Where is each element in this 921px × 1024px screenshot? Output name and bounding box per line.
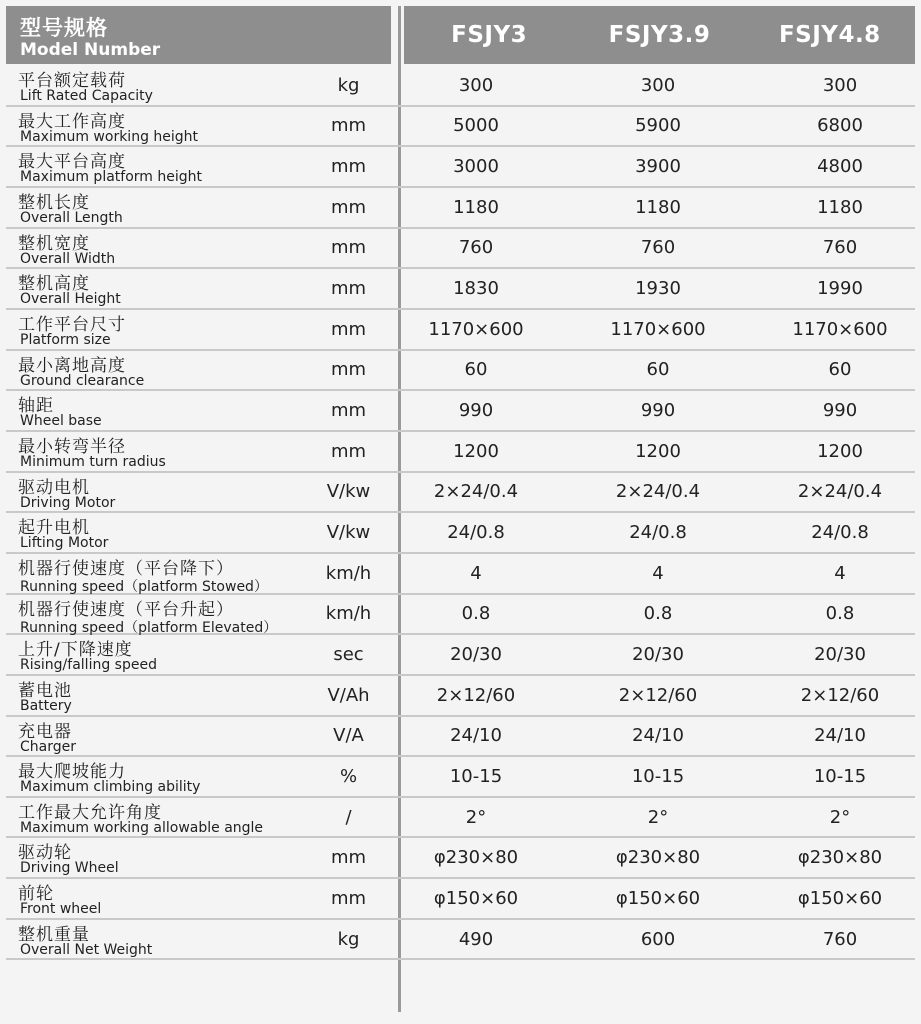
spec-value-fsjy4-8: 760 <box>822 928 858 950</box>
spec-label-en: Front wheel <box>20 901 102 918</box>
spec-value-fsjy3-9: 600 <box>640 928 676 950</box>
table-row <box>6 310 915 351</box>
spec-unit: % <box>339 765 358 787</box>
spec-value-fsjy3-9: 2×12/60 <box>618 684 698 706</box>
spec-value-fsjy3-9: 300 <box>640 74 676 96</box>
spec-value-fsjy3: 1830 <box>453 278 499 300</box>
table-row <box>6 147 915 188</box>
spec-value-fsjy3: 1200 <box>453 440 499 462</box>
spec-value-fsjy4-8: 300 <box>822 74 858 96</box>
spec-label-zh: 整机长度 <box>18 192 90 213</box>
spec-value-fsjy3: 20/30 <box>450 644 502 666</box>
spec-value-fsjy3-9: 760 <box>640 237 676 259</box>
spec-value-fsjy4-8: 4 <box>834 562 846 584</box>
spec-value-fsjy3-9: 5900 <box>635 115 681 137</box>
spec-unit: mm <box>330 156 367 178</box>
spec-value-fsjy3-9: 990 <box>640 400 676 422</box>
spec-value-fsjy4-8: 1200 <box>817 440 863 462</box>
spec-unit: mm <box>330 318 367 340</box>
table-row <box>6 595 915 636</box>
spec-value-fsjy3: 2° <box>465 806 487 828</box>
spec-value-fsjy3: 10-15 <box>449 765 503 787</box>
spec-value-fsjy3-9: 60 <box>646 359 670 381</box>
spec-value-fsjy3-9: 0.8 <box>643 603 673 625</box>
spec-label-zh: 最小离地高度 <box>18 355 126 376</box>
spec-value-fsjy3-9: 1200 <box>635 440 681 462</box>
spec-unit: V/Ah <box>327 684 370 706</box>
spec-unit: sec <box>333 644 364 666</box>
spec-label-zh: 轴距 <box>18 396 54 417</box>
spec-label-zh: 起升电机 <box>18 518 90 539</box>
spec-unit: km/h <box>325 603 372 625</box>
spec-label-en: Driving Motor <box>20 494 116 511</box>
spec-unit: V/kw <box>326 522 371 544</box>
spec-unit: mm <box>330 196 367 218</box>
spec-value-fsjy3: 24/0.8 <box>447 522 505 544</box>
model-number-label-en: Model Number <box>20 40 161 60</box>
spec-label-en: Overall Net Weight <box>20 941 153 958</box>
spec-value-fsjy3: 2×12/60 <box>436 684 516 706</box>
spec-value-fsjy4-8: 0.8 <box>825 603 855 625</box>
spec-value-fsjy3-9: φ230×80 <box>615 847 701 869</box>
spec-value-fsjy3: φ150×60 <box>433 887 519 909</box>
table-row <box>6 717 915 758</box>
spec-value-fsjy4-8: φ230×80 <box>797 847 883 869</box>
spec-unit: mm <box>330 278 367 300</box>
table-row <box>6 635 915 676</box>
spec-value-fsjy3-9: 20/30 <box>632 644 684 666</box>
spec-label-en: Rising/falling speed <box>20 657 157 674</box>
spec-label-en: Running speed（platform Elevated） <box>20 619 278 636</box>
spec-value-fsjy3: 24/10 <box>450 725 502 747</box>
spec-value-fsjy3: 300 <box>458 74 494 96</box>
spec-value-fsjy4-8: 2×24/0.4 <box>797 481 883 503</box>
table-row <box>6 351 915 392</box>
table-row <box>6 391 915 432</box>
table-row <box>6 188 915 229</box>
spec-unit: mm <box>330 237 367 259</box>
table-row <box>6 432 915 473</box>
spec-label-en: Charger <box>20 738 76 755</box>
spec-value-fsjy3: 760 <box>458 237 494 259</box>
spec-value-fsjy4-8: 24/0.8 <box>811 522 869 544</box>
spec-label-en: Overall Height <box>20 291 121 308</box>
spec-value-fsjy3: 4 <box>470 562 482 584</box>
spec-value-fsjy3: 3000 <box>453 156 499 178</box>
spec-value-fsjy4-8: 990 <box>822 400 858 422</box>
spec-unit: mm <box>330 440 367 462</box>
model-number-header <box>6 6 391 64</box>
table-row <box>6 107 915 148</box>
spec-value-fsjy3: φ230×80 <box>433 847 519 869</box>
spec-value-fsjy3-9: 1170×600 <box>610 318 706 340</box>
spec-unit: kg <box>337 928 360 950</box>
spec-label-zh: 机器行使速度（平台升起） <box>18 599 234 620</box>
spec-label-zh: 驱动轮 <box>18 843 72 864</box>
spec-value-fsjy4-8: 6800 <box>817 115 863 137</box>
model-number-label-zh: 型号规格 <box>20 16 108 40</box>
spec-value-fsjy3: 1180 <box>453 196 499 218</box>
spec-value-fsjy3: 5000 <box>453 115 499 137</box>
spec-table-body <box>6 66 915 960</box>
spec-label-zh: 最大工作高度 <box>18 111 126 132</box>
table-row <box>6 757 915 798</box>
spec-label-en: Lifting Motor <box>20 535 109 552</box>
spec-value-fsjy4-8: 1180 <box>817 196 863 218</box>
table-row <box>6 676 915 717</box>
spec-unit: V/kw <box>326 481 371 503</box>
spec-value-fsjy4-8: 760 <box>822 237 858 259</box>
spec-value-fsjy3-9: 2×24/0.4 <box>615 481 701 503</box>
model-fsjy4-8: FSJY4.8 <box>778 22 881 48</box>
spec-value-fsjy4-8: 24/10 <box>814 725 866 747</box>
spec-value-fsjy3-9: 24/0.8 <box>629 522 687 544</box>
model-columns-header <box>404 6 915 64</box>
spec-label-zh: 平台额定载荷 <box>18 71 126 91</box>
spec-label-en: Maximum platform height <box>20 169 202 186</box>
spec-label-en: Battery <box>20 697 72 714</box>
spec-value-fsjy3: 60 <box>464 359 488 381</box>
spec-unit: km/h <box>325 562 372 584</box>
spec-label-en: Overall Length <box>20 209 123 226</box>
spec-unit: mm <box>330 847 367 869</box>
spec-label-zh: 最大爬坡能力 <box>18 762 126 783</box>
spec-label-zh: 充电器 <box>18 721 72 742</box>
spec-value-fsjy3: 1170×600 <box>428 318 524 340</box>
spec-value-fsjy3-9: 24/10 <box>632 725 684 747</box>
spec-value-fsjy3-9: 1180 <box>635 196 681 218</box>
spec-value-fsjy4-8: 20/30 <box>814 644 866 666</box>
spec-label-en: Ground clearance <box>20 372 145 389</box>
table-row <box>6 513 915 554</box>
spec-label-en: Lift Rated Capacity <box>20 88 153 104</box>
spec-label-zh: 最大平台高度 <box>18 152 126 173</box>
spec-unit: mm <box>330 887 367 909</box>
spec-value-fsjy4-8: 1990 <box>817 278 863 300</box>
spec-value-fsjy4-8: 60 <box>828 359 852 381</box>
spec-unit: V/A <box>333 725 364 747</box>
spec-label-en: Running speed（platform Stowed） <box>20 578 268 595</box>
table-row <box>6 838 915 879</box>
spec-value-fsjy3-9: φ150×60 <box>615 887 701 909</box>
spec-label-zh: 最小转弯半径 <box>18 436 126 457</box>
spec-label-zh: 蓄电池 <box>18 680 72 701</box>
spec-value-fsjy3-9: 4 <box>652 562 664 584</box>
table-row <box>6 269 915 310</box>
spec-label-en: Maximum climbing ability <box>20 779 201 796</box>
spec-value-fsjy4-8: 2° <box>829 806 851 828</box>
spec-label-zh: 机器行使速度（平台降下） <box>18 558 234 579</box>
spec-label-en: Overall Width <box>20 250 116 267</box>
spec-unit: mm <box>330 359 367 381</box>
spec-unit: mm <box>330 115 367 137</box>
spec-label-zh: 前轮 <box>18 884 54 905</box>
spec-value-fsjy4-8: 4800 <box>817 156 863 178</box>
spec-label-zh: 整机重量 <box>18 924 90 945</box>
spec-value-fsjy4-8: 1170×600 <box>792 318 888 340</box>
spec-value-fsjy3-9: 1930 <box>635 278 681 300</box>
spec-label-en: Driving Wheel <box>20 860 119 877</box>
spec-value-fsjy4-8: 2×12/60 <box>800 684 880 706</box>
spec-unit: mm <box>330 400 367 422</box>
table-row <box>6 66 915 107</box>
table-row <box>6 920 915 961</box>
spec-value-fsjy3-9: 3900 <box>635 156 681 178</box>
table-row <box>6 798 915 839</box>
spec-label-zh: 整机高度 <box>18 274 90 295</box>
spec-label-zh: 驱动电机 <box>18 477 90 498</box>
spec-label-en: Maximum working height <box>20 128 199 145</box>
spec-label-en: Wheel base <box>20 413 102 430</box>
spec-value-fsjy3-9: 2° <box>647 806 669 828</box>
spec-label-zh: 整机宽度 <box>18 233 90 254</box>
table-row <box>6 879 915 920</box>
spec-value-fsjy3: 990 <box>458 400 494 422</box>
spec-label-zh: 工作平台尺寸 <box>18 314 126 335</box>
table-row <box>6 554 915 595</box>
spec-value-fsjy3-9: 10-15 <box>631 765 685 787</box>
spec-label-zh: 上升/下降速度 <box>18 640 133 661</box>
spec-value-fsjy4-8: 10-15 <box>813 765 867 787</box>
spec-unit: / <box>345 806 352 828</box>
spec-unit: kg <box>337 74 360 96</box>
model-fsjy3: FSJY3 <box>451 22 528 48</box>
spec-label-zh: 工作最大允许角度 <box>18 802 162 823</box>
spec-label-en: Maximum working allowable angle <box>20 819 264 836</box>
spec-value-fsjy3: 2×24/0.4 <box>433 481 519 503</box>
spec-value-fsjy3: 490 <box>458 928 494 950</box>
table-row <box>6 229 915 270</box>
table-row <box>6 473 915 514</box>
spec-value-fsjy3: 0.8 <box>461 603 491 625</box>
spec-label-en: Platform size <box>20 331 111 348</box>
spec-value-fsjy4-8: φ150×60 <box>797 887 883 909</box>
spec-label-en: Minimum turn radius <box>20 453 166 470</box>
model-fsjy3-9: FSJY3.9 <box>608 22 711 48</box>
